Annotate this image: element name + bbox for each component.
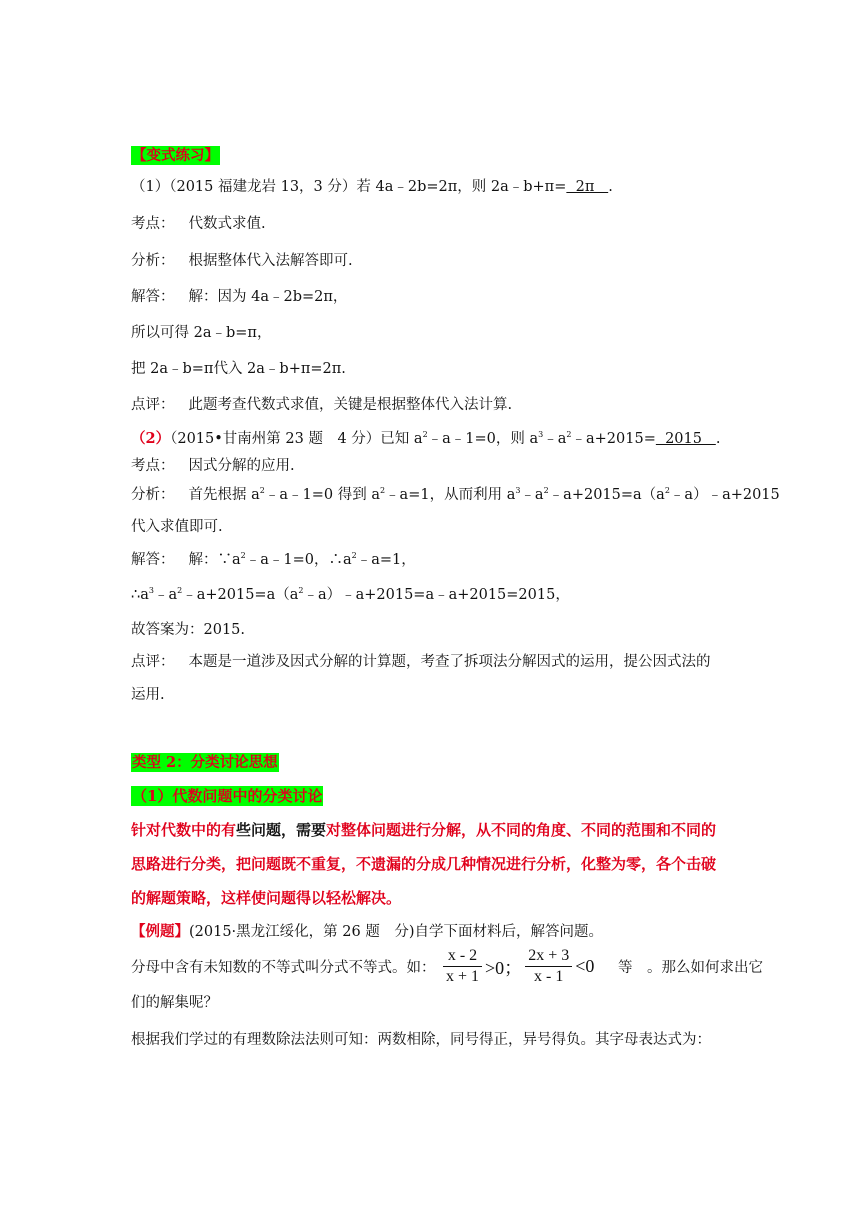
fraction-inequalities: $\frac{x - 2}{x + 1}$ >0； $\frac{2x + 3}{x - 1}$ <0	[443, 946, 597, 987]
example-line-2: 们的解集呢？	[131, 995, 218, 1011]
problem-1-jieda: 解答： 解：因为 4a﹣2b=2π，	[131, 289, 348, 305]
section-heading-variant-practice: 【变式练习】	[132, 147, 219, 164]
fraction-2: $\frac{2x + 3}{x - 1}$	[525, 946, 572, 987]
problem-1-line2: 所以可得 2a﹣b=π，	[131, 325, 272, 341]
problem-2-jieda: 解答： 解：$\because a^2﹣a﹣1=0$，$\therefore a^2﹣a=1$，	[131, 551, 416, 568]
problem-2-question: （2）（2015•甘南州第 23 题 4 分）已知 $a^2﹣a﹣1=0$，则 $a^3﹣a^2﹣a+2015= 2015$ .	[131, 430, 721, 447]
problem-1-fenxi: 分析： 根据整体代入法解答即可.	[131, 253, 353, 269]
example-title: 【例题】(2015·黑龙江绥化，第 26 题 分)自学下面材料后，解答问题。	[131, 923, 603, 940]
example-line-1: 分母中含有未知数的不等式叫分式不等式。如：	[131, 960, 436, 976]
intro-line-1: 针对代数中的有些问题，需要对整体问题进行分解，从不同的角度、不同的范围和不同的	[131, 821, 717, 839]
problem-1-dianping: 点评： 此题考查代数式求值，关键是根据整体代入法计算.	[131, 397, 513, 413]
problem-2-line3: 故答案为：2015.	[131, 622, 246, 638]
answer-blank: 2π	[566, 179, 609, 195]
problem-2-line2: $\therefore a^3﹣a^2﹣a+2015=a(a^2﹣a)﹣a+2015=a﹣a+2015=2015$，	[131, 586, 570, 603]
intro-line-3: 的解题策略，这样使问题得以轻松解决。	[131, 889, 402, 907]
problem-2-fenxi-line2: 代入求值即可.	[131, 519, 223, 535]
problem-1-kaodian: 考点： 代数式求值.	[131, 216, 266, 232]
example-line-1-tail: 等 。那么如何求出它	[618, 960, 763, 976]
problem-1-question: （1）（2015 福建龙岩 13，3 分）若 4a﹣2b=2π，则 2a﹣b+π= 2π .	[131, 179, 613, 195]
subsection-heading: （1）代数问题中的分类讨论	[132, 787, 323, 805]
problem-2-kaodian: 考点： 因式分解的应用.	[131, 458, 295, 474]
problem-2-dianping: 点评： 本题是一道涉及因式分解的计算题，考查了拆项法分解因式的运用，提公因式法的	[131, 654, 711, 670]
problem-2-dianping-line2: 运用.	[131, 687, 165, 703]
answer-blank: 2015	[655, 431, 716, 447]
fraction-1: $\frac{x - 2}{x + 1}$	[443, 946, 482, 987]
section-heading-type-2: 类型 2：分类讨论思想	[132, 754, 278, 771]
problem-1-line3: 把 2a﹣b=π代入 2a﹣b+π=2π.	[131, 361, 346, 377]
example-line-3: 根据我们学过的有理数除法法则可知：两数相除，同号得正，异号得负。其字母表达式为：	[131, 1032, 711, 1048]
problem-2-fenxi: 分析： 首先根据 $a^2﹣a﹣1=0$ 得到 $a^2﹣a=1$，从而利用 $a^3﹣a^2﹣a+2015=a(a^2﹣a)﹣a+2015$	[131, 486, 780, 503]
intro-line-2: 思路进行分类，把问题既不重复，不遗漏的分成几种情况进行分析，化整为零，各个击破	[131, 855, 717, 873]
